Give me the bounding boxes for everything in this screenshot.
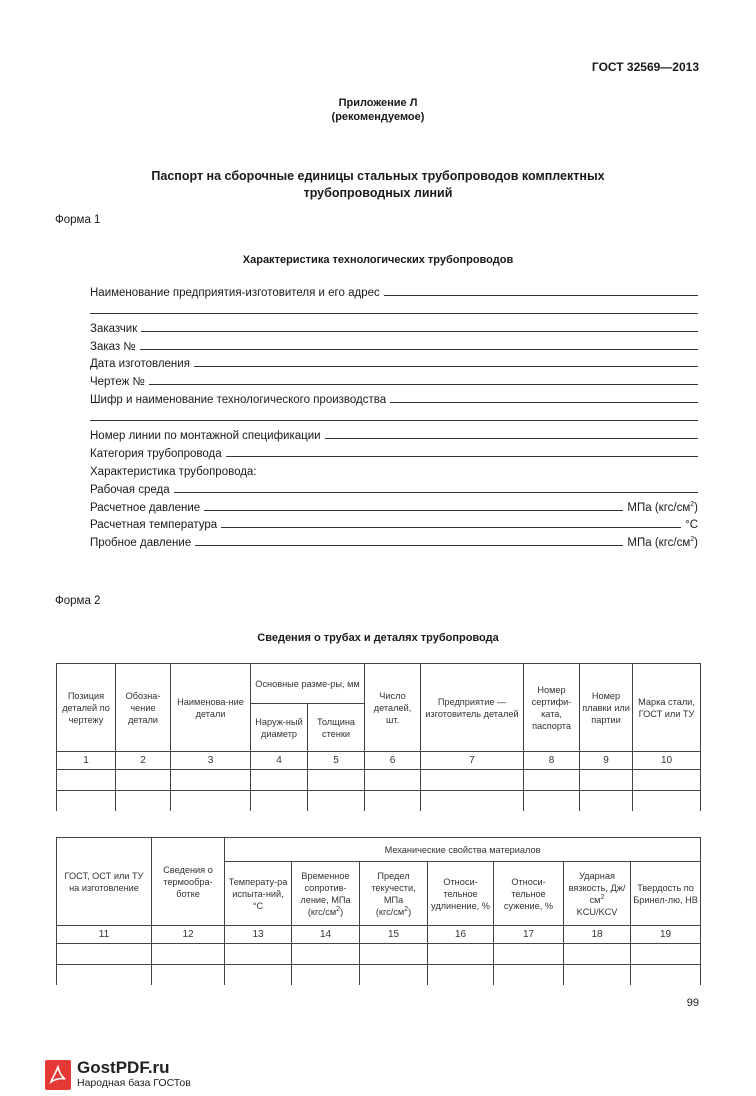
column-number: 15 — [360, 926, 428, 944]
pdf-icon — [45, 1060, 71, 1090]
field-label: Номер линии по монтажной спецификации — [90, 430, 321, 443]
unit-close: ) — [340, 906, 344, 917]
field-continuation — [90, 406, 698, 424]
column-number: 18 — [564, 926, 631, 944]
field-customer — [90, 317, 698, 335]
field-manufacturer — [90, 281, 698, 299]
table-cell — [152, 965, 225, 986]
header-impact — [564, 862, 631, 926]
field-label: Категория трубопровода — [90, 447, 222, 460]
field-process — [90, 388, 698, 406]
table-cell — [360, 944, 428, 965]
fill-line — [149, 374, 698, 385]
parts-table — [56, 663, 701, 811]
column-number: 14 — [292, 926, 360, 944]
field-category — [90, 442, 698, 460]
field-label: Наименование предприятия-изготовителя и его адрес — [90, 286, 380, 299]
field-medium — [90, 478, 698, 496]
unit-close: ) — [694, 537, 698, 550]
column-number: 11 — [57, 926, 152, 944]
unit-sup: 2 — [404, 905, 409, 913]
materials-table — [56, 837, 701, 985]
table-cell — [292, 944, 360, 965]
column-number: 9 — [580, 752, 633, 770]
field-line-number — [90, 424, 698, 442]
column-number: 6 — [365, 752, 421, 770]
fill-line — [90, 303, 698, 314]
unit-sup: 2 — [336, 905, 341, 913]
header-count: Число деталей, шт. — [365, 664, 421, 752]
field-characteristics — [90, 460, 698, 478]
table-cell — [524, 791, 580, 812]
fill-line — [90, 410, 698, 421]
column-number: 4 — [251, 752, 308, 770]
field-label: Заказ № — [90, 340, 136, 353]
table-cell — [116, 791, 171, 812]
table-cell — [564, 965, 631, 986]
field-label: Пробное давление — [90, 537, 192, 550]
column-number: 8 — [524, 752, 580, 770]
fill-line — [384, 285, 698, 296]
fill-line — [174, 482, 698, 493]
field-design-temperature — [90, 514, 698, 532]
header-steel: Марка стали, ГОСТ или ТУ — [633, 664, 701, 752]
column-numbers-row — [57, 752, 701, 770]
temperature-unit: °С — [685, 519, 698, 532]
fill-line — [141, 321, 698, 332]
yield-unit: (кгс/см — [375, 906, 405, 917]
unit-close: ) — [694, 501, 698, 514]
table-row — [57, 791, 701, 812]
fill-line — [226, 446, 698, 457]
header-test-temp: Температу-ра испыта-ний, °С — [225, 862, 292, 926]
table-row — [57, 944, 701, 965]
header-position: Позиция деталей по чертежу — [57, 664, 116, 752]
tensile-unit: (кгс/см — [307, 906, 337, 917]
unit-sup: 2 — [690, 500, 695, 508]
table-cell — [633, 770, 701, 791]
header-main-dims: Основные разме-ры, мм — [251, 664, 365, 704]
table-cell — [116, 770, 171, 791]
unit-sup: 2 — [600, 893, 605, 901]
header-designation: Обозна-чение детали — [116, 664, 171, 752]
header-mech-props: Механические свойства материалов — [225, 838, 701, 862]
column-number: 10 — [633, 752, 701, 770]
fill-line — [390, 392, 698, 403]
field-label: Чертеж № — [90, 376, 145, 389]
logo-text — [77, 1059, 191, 1090]
header-contraction: Относи-тельное сужение, % — [494, 862, 564, 926]
table-cell — [631, 944, 701, 965]
column-number: 7 — [421, 752, 524, 770]
fill-line — [140, 339, 698, 350]
table-cell — [633, 791, 701, 812]
field-label: Заказчик — [90, 322, 138, 335]
header-heat: Номер плавки или партии — [580, 664, 633, 752]
field-label: Расчетное давление — [90, 501, 201, 514]
table-cell — [308, 770, 365, 791]
table-cell — [580, 770, 633, 791]
impact-unit: KCU/KCV — [576, 906, 618, 917]
pressure-unit — [623, 502, 698, 514]
column-number: 3 — [171, 752, 251, 770]
unit-close: ) — [408, 906, 412, 917]
field-label: Рабочая среда — [90, 483, 170, 496]
table-cell — [308, 791, 365, 812]
header-hardness: Твердость по Бринел-лю, НВ — [631, 862, 701, 926]
header-wall-thickness: Толщина стенки — [308, 704, 365, 752]
form1-title: Характеристика технологических трубопроводов — [242, 254, 514, 266]
field-test-pressure — [90, 531, 698, 549]
unit-sup: 2 — [690, 536, 695, 544]
header-yield — [360, 862, 428, 926]
table-row — [57, 770, 701, 791]
document-title-line2: трубопроводных линий — [303, 186, 453, 200]
field-label: Шифр и наименование технологического производства — [90, 394, 387, 407]
table-cell — [631, 965, 701, 986]
table-cell — [225, 965, 292, 986]
yield-label: Предел текучести, МПа — [371, 870, 416, 905]
document-title-line1: Паспорт на сборочные единицы стальных трубопроводов комплектных — [151, 169, 605, 183]
column-number: 5 — [308, 752, 365, 770]
field-continuation — [90, 299, 698, 317]
field-label: Расчетная температура — [90, 519, 218, 532]
field-drawing — [90, 370, 698, 388]
header-elongation: Относи-тельное удлинение, % — [428, 862, 494, 926]
header-manufacturer: Предприятие — изготовитель деталей — [421, 664, 524, 752]
table-cell — [494, 965, 564, 986]
header-heat-treatment: Сведения о термообра-ботке — [152, 838, 225, 926]
form2-label: Форма 2 — [55, 595, 101, 607]
table-cell — [171, 770, 251, 791]
logo-title: GostPDF.ru — [77, 1058, 170, 1077]
table-cell — [580, 791, 633, 812]
form1-fields — [90, 281, 698, 549]
fill-line — [221, 517, 681, 528]
gostpdf-logo[interactable] — [45, 1059, 191, 1090]
field-label: Характеристика трубопровода: — [90, 465, 257, 478]
impact-label: Ударная вязкость, Дж/см — [568, 870, 626, 905]
header-name: Наименова-ние детали — [171, 664, 251, 752]
column-number: 17 — [494, 926, 564, 944]
column-number: 1 — [57, 752, 116, 770]
column-number: 13 — [225, 926, 292, 944]
fill-line — [325, 428, 698, 439]
appendix-title: Приложение Л — [338, 97, 418, 109]
document-title — [60, 168, 696, 202]
table-cell — [564, 944, 631, 965]
table-cell — [365, 770, 421, 791]
header-outer-diameter: Наруж-ный диаметр — [251, 704, 308, 752]
tensile-label: Временное сопротив-ление, МПа — [300, 870, 351, 905]
table-cell — [421, 770, 524, 791]
header-certificate: Номер сертифи-ката, паспорта — [524, 664, 580, 752]
header-gost: ГОСТ, ОСТ или ТУ на изготовление — [57, 838, 152, 926]
fill-line — [204, 500, 623, 511]
field-order — [90, 335, 698, 353]
page-number: 99 — [686, 997, 699, 1009]
form2-title: Сведения о трубах и деталях трубопровода — [257, 632, 499, 644]
form1-label: Форма 1 — [55, 214, 101, 226]
table-cell — [524, 770, 580, 791]
logo-subtitle: Народная база ГОСТов — [77, 1077, 191, 1089]
field-label: Дата изготовления — [90, 358, 190, 371]
table-cell — [57, 791, 116, 812]
fill-line — [194, 356, 698, 367]
table-cell — [251, 791, 308, 812]
pdf-glyph-icon — [49, 1065, 67, 1085]
table-cell — [171, 791, 251, 812]
table-cell — [57, 770, 116, 791]
table-cell — [152, 944, 225, 965]
table-cell — [494, 944, 564, 965]
column-number: 12 — [152, 926, 225, 944]
column-number: 19 — [631, 926, 701, 944]
unit-text: МПа (кгс/см — [627, 537, 691, 550]
gost-code: ГОСТ 32569—2013 — [591, 60, 699, 74]
unit-text: МПа (кгс/см — [627, 501, 691, 514]
table-cell — [421, 791, 524, 812]
field-date — [90, 353, 698, 371]
table-cell — [428, 944, 494, 965]
header-tensile — [292, 862, 360, 926]
table-cell — [292, 965, 360, 986]
table-cell — [365, 791, 421, 812]
column-number: 2 — [116, 752, 171, 770]
field-design-pressure — [90, 496, 698, 514]
table-cell — [57, 944, 152, 965]
table-row — [57, 965, 701, 986]
pressure-unit — [623, 537, 698, 549]
fill-line — [195, 535, 623, 546]
table-cell — [360, 965, 428, 986]
table-cell — [57, 965, 152, 986]
table-cell — [225, 944, 292, 965]
table-cell — [251, 770, 308, 791]
table-cell — [428, 965, 494, 986]
column-number: 16 — [428, 926, 494, 944]
column-numbers-row — [57, 926, 701, 944]
appendix-subtitle: (рекомендуемое) — [331, 111, 425, 123]
